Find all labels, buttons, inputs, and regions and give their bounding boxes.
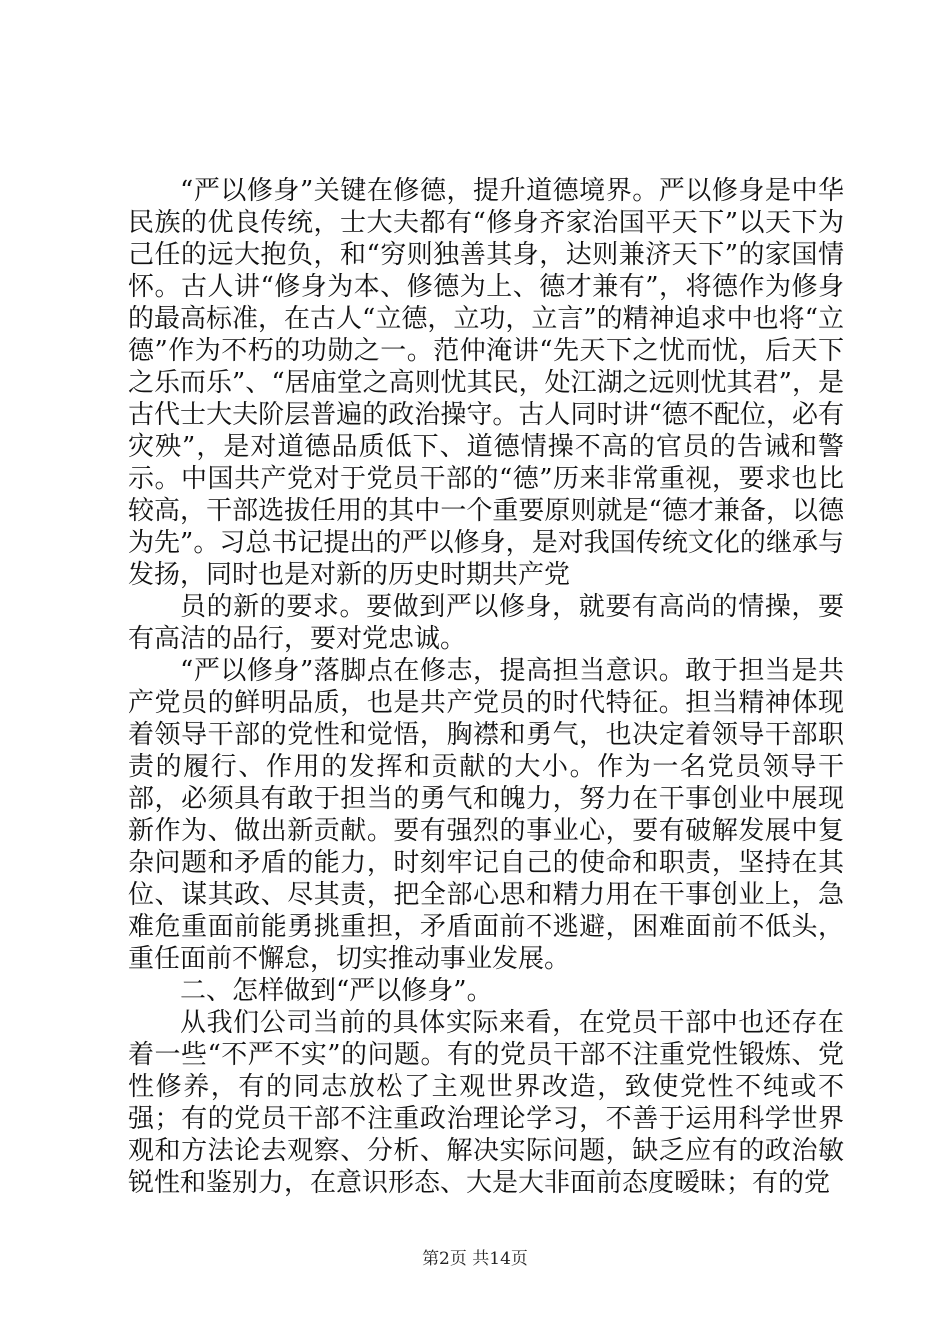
document-body <box>128 175 844 1199</box>
paragraph-company-issues: 从我们公司当前的具体实际来看，在党员干部中也还存在着一些“不严不实”的问题。有的党员干部不注重党性锻炼、党性修养，有的同志放松了主观世界改造，致使党性不纯或不强；有的党员干部不注重政治理论学习，不善于运用科学世界观和方法论去观察、分析、解决实际问题，缺乏应有的政治敏锐性和鉴别力，在意识形态、大是大非面前态度暧昧；有的党 <box>128 1008 844 1198</box>
page-footer: 第2页 共14页 <box>422 1249 528 1269</box>
paragraph-continuation: 员的新的要求。要做到严以修身，就要有高尚的情操，要有高洁的品行，要对党忠诚。 <box>128 592 844 654</box>
section-heading: 二、怎样做到“严以修身”。 <box>180 976 493 1006</box>
paragraph-responsibility: “严以修身”落脚点在修志，提高担当意识。敢于担当是共产党员的鲜明品质，也是共产党员的时代特征。担当精神体现着领导干部的党性和觉悟，胸襟和勇气，也决定着领导干部职责的履行、作用的发挥和贡献的大小。作为一名党员领导干部，必须具有敢于担当的勇气和魄力，努力在干事创业中展现新作为、做出新贡献。要有强烈的事业心，要有破解发展中复杂问题和矛盾的能力，时刻牢记自己的使命和职责，坚持在其位、谋其政、尽其责，把全部心思和精力用在干事创业上，急难危重面前能勇挑重担，矛盾面前不逃避，困难面前不低头，重任面前不懈怠，切实推动事业发展。 <box>128 656 844 974</box>
paragraph-self-cultivation-virtue: “严以修身”关键在修德，提升道德境界。严以修身是中华民族的优良传统，士大夫都有“修身齐家治国平天下”以天下为己任的远大抱负，和“穷则独善其身，达则兼济天下”的家国情怀。古人讲“修身为本、修德为上、德才兼有”，将德作为修身的最高标准，在古人“立德，立功，立言”的精神追求中也将“立德”作为不朽的功勋之一。范仲淹讲“先天下之忧而忧，后天下之乐而乐”、“居庙堂之高则忧其民，处江湖之远则忧其君”，是古代士大夫阶层普遍的政治操守。古人同时讲“德不配位，必有灾殃”，是对道德品质低下、道德情操不高的官员的告诫和警示。中国共产党对于党员干部的“德”历来非常重视，要求也比较高，干部选拔任用的其中一个重要原则就是“德才兼备，以德为先”。习总书记提出的严以修身，是对我国传统文化的继承与发扬，同时也是对新的历史时期共产党 <box>128 176 844 590</box>
